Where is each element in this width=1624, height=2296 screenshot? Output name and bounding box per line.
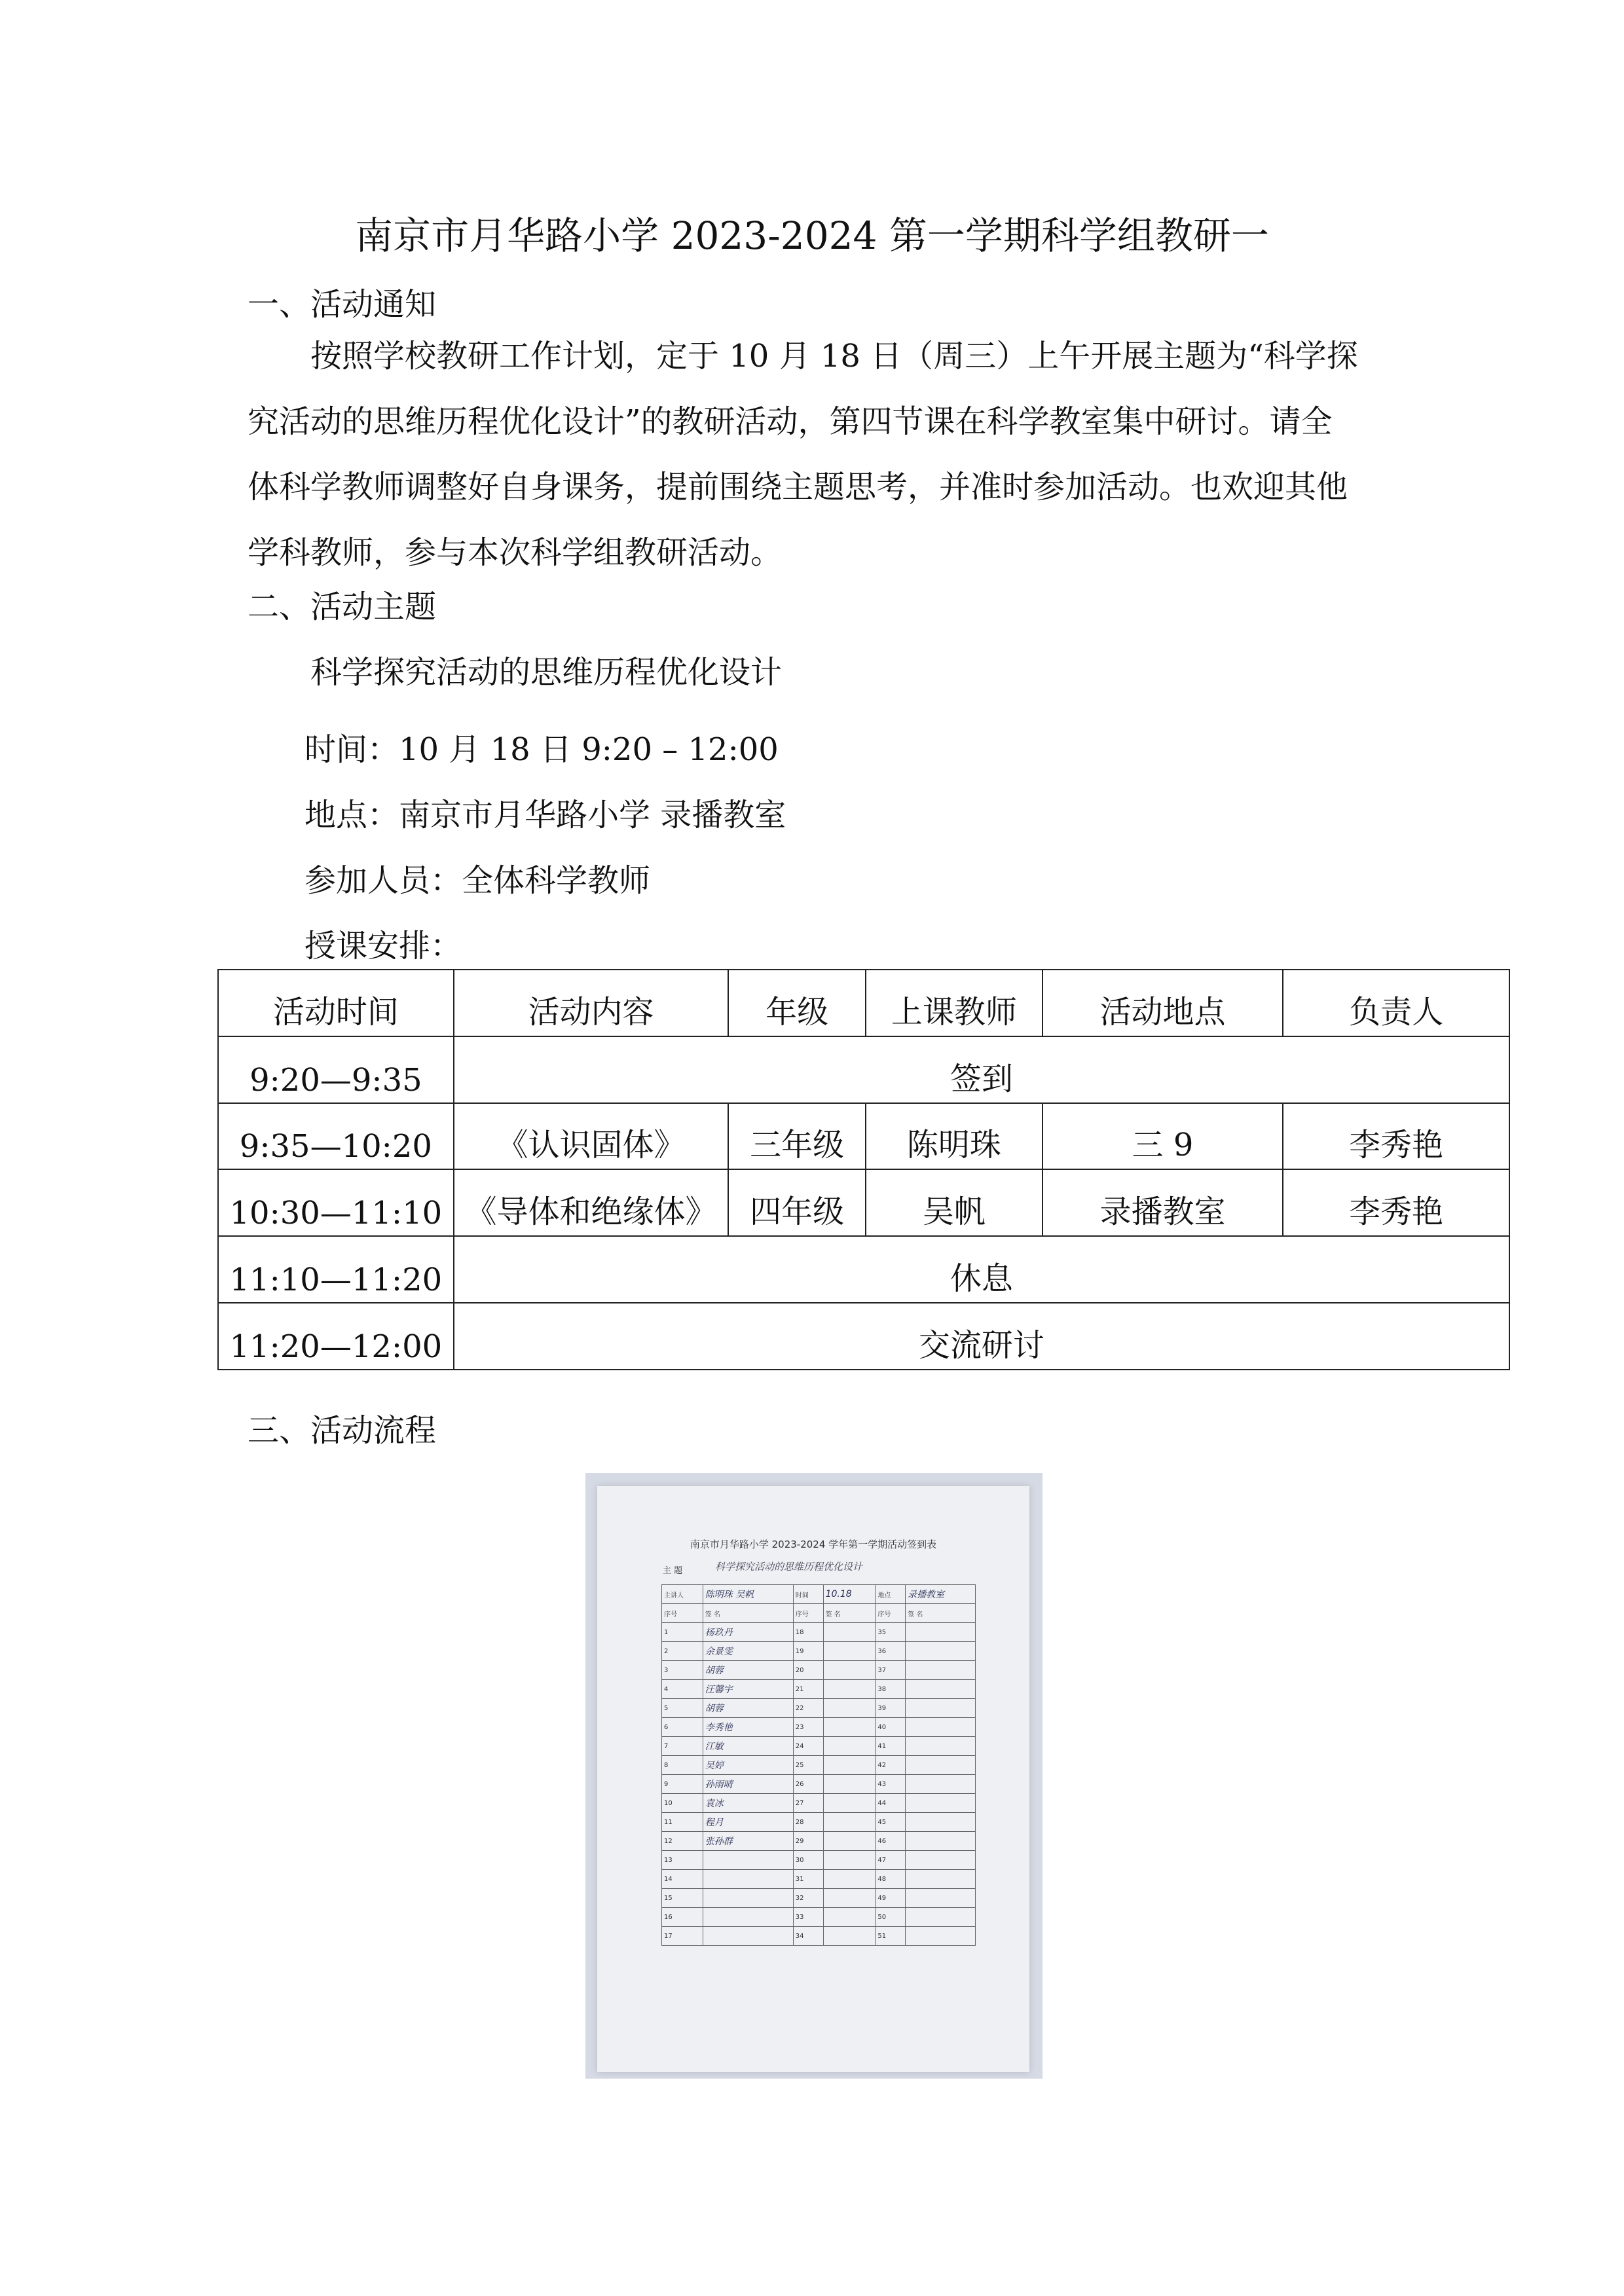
table-row — [218, 1103, 1509, 1170]
sheet-seq-cell: 5 — [662, 1699, 703, 1718]
sheet-topic-value: 科学探究活动的思维历程优化设计 — [715, 1561, 863, 1573]
sheet-seq-cell: 29 — [793, 1832, 823, 1851]
sheet-seq-cell: 30 — [793, 1851, 823, 1870]
sheet-seq-cell: 20 — [793, 1661, 823, 1680]
sheet-sign-cell — [823, 1851, 876, 1870]
sheet-seq-cell: 28 — [793, 1813, 823, 1832]
sheet-seq-cell: 39 — [876, 1699, 906, 1718]
seq-header: 序号 — [662, 1604, 703, 1623]
sheet-seq-cell: 49 — [876, 1889, 906, 1908]
sheet-seq-cell: 18 — [793, 1623, 823, 1642]
sheet-sign-cell — [823, 1870, 876, 1889]
sheet-sign-cell — [906, 1642, 976, 1661]
sheet-row — [662, 1775, 976, 1794]
teacher-cell: 陈明珠 — [866, 1103, 1043, 1170]
sheet-seq-cell: 38 — [876, 1680, 906, 1699]
sheet-sign-cell — [906, 1737, 976, 1756]
sheet-sign-cell — [906, 1832, 976, 1851]
sheet-sign-cell: 胡蓉 — [703, 1661, 793, 1680]
sheet-info-row — [662, 1585, 976, 1604]
theme-heading: 二、活动主题 — [248, 589, 437, 625]
sheet-row — [662, 1927, 976, 1946]
sheet-sign-cell: 江敏 — [703, 1737, 793, 1756]
sheet-sign-cell — [703, 1870, 793, 1889]
sheet-sign-cell — [906, 1680, 976, 1699]
seq-header: 序号 — [876, 1604, 906, 1623]
sheet-seq-cell: 3 — [662, 1661, 703, 1680]
participants-line: 参加人员：全体科学教师 — [304, 862, 651, 899]
sheet-sign-cell — [703, 1927, 793, 1946]
time-cell: 11:10—11:20 — [218, 1236, 454, 1303]
sheet-sign-cell — [906, 1775, 976, 1794]
grade-cell: 三年级 — [728, 1103, 866, 1170]
merged-cell: 交流研讨 — [454, 1303, 1509, 1370]
sheet-seq-cell: 15 — [662, 1889, 703, 1908]
sheet-seq-cell: 10 — [662, 1794, 703, 1813]
sheet-row — [662, 1699, 976, 1718]
sheet-seq-cell: 35 — [876, 1623, 906, 1642]
sheet-seq-cell: 19 — [793, 1642, 823, 1661]
sheet-title: 南京市月华路小学 2023-2024 学年第一学期活动签到表 — [690, 1539, 937, 1550]
sheet-seq-cell: 44 — [876, 1794, 906, 1813]
sheet-sign-cell: 吴婷 — [703, 1756, 793, 1775]
sheet-sign-cell — [823, 1623, 876, 1642]
sheet-seq-cell: 24 — [793, 1737, 823, 1756]
sheet-sign-cell: 李秀艳 — [703, 1718, 793, 1737]
content-cell: 《认识固体》 — [454, 1103, 729, 1170]
sheet-seq-cell: 12 — [662, 1832, 703, 1851]
document-title: 南京市月华路小学 2023-2024 第一学期科学组教研一 — [355, 213, 1269, 258]
sheet-sign-cell — [823, 1756, 876, 1775]
sheet-row — [662, 1680, 976, 1699]
sheet-seq-cell: 4 — [662, 1680, 703, 1699]
sheet-sign-cell — [906, 1927, 976, 1946]
sheet-seq-cell: 13 — [662, 1851, 703, 1870]
content-cell: 《导体和绝缘体》 — [454, 1169, 729, 1236]
sheet-sign-cell — [823, 1775, 876, 1794]
sheet-sign-cell — [906, 1908, 976, 1927]
header-cell: 活动时间 — [218, 970, 454, 1036]
header-cell: 活动地点 — [1043, 970, 1283, 1036]
sheet-sign-cell: 程月 — [703, 1813, 793, 1832]
sheet-seq-cell: 43 — [876, 1775, 906, 1794]
time-cell: 11:20—12:00 — [218, 1303, 454, 1370]
sheet-row — [662, 1661, 976, 1680]
notice-line: 体科学教师调整好自身课务，提前围绕主题思考，并准时参加活动。也欢迎其他 — [248, 469, 1348, 505]
theme-text: 科学探究活动的思维历程优化设计 — [310, 654, 783, 691]
presenter-value: 陈明珠 吴帆 — [703, 1585, 793, 1604]
sheet-seq-cell: 32 — [793, 1889, 823, 1908]
sheet-seq-cell: 7 — [662, 1737, 703, 1756]
sheet-sign-cell — [906, 1794, 976, 1813]
sheet-row — [662, 1623, 976, 1642]
notice-line: 究活动的思维历程优化设计”的教研活动，第四节课在科学教室集中研讨。请全 — [248, 403, 1333, 440]
sheet-seq-cell: 46 — [876, 1832, 906, 1851]
sheet-sign-cell — [906, 1699, 976, 1718]
merged-cell: 休息 — [454, 1236, 1509, 1303]
sheet-row — [662, 1642, 976, 1661]
sheet-seq-cell: 11 — [662, 1813, 703, 1832]
sheet-sign-cell — [906, 1623, 976, 1642]
sheet-sign-cell — [703, 1889, 793, 1908]
sheet-sign-cell — [703, 1908, 793, 1927]
time-cell: 9:35—10:20 — [218, 1103, 454, 1170]
schedule-table — [217, 969, 1510, 1370]
sheet-row — [662, 1889, 976, 1908]
merged-cell: 签到 — [454, 1036, 1509, 1103]
sheet-seq-cell: 23 — [793, 1718, 823, 1737]
sheet-table — [661, 1584, 976, 1946]
sheet-row — [662, 1718, 976, 1737]
sheet-seq-cell: 8 — [662, 1756, 703, 1775]
table-row — [218, 1036, 1509, 1103]
signin-sheet — [597, 1486, 1029, 2072]
sheet-sign-cell — [906, 1851, 976, 1870]
sheet-seq-cell: 14 — [662, 1870, 703, 1889]
sheet-sign-cell — [823, 1661, 876, 1680]
sheet-sign-cell: 余景雯 — [703, 1642, 793, 1661]
notice-heading: 一、活动通知 — [248, 286, 437, 323]
sheet-sign-cell — [906, 1889, 976, 1908]
sheet-sign-cell — [823, 1718, 876, 1737]
sign-header: 签 名 — [703, 1604, 793, 1623]
sheet-sign-cell — [823, 1927, 876, 1946]
notice-line: 学科教师，参与本次科学组教研活动。 — [248, 534, 783, 571]
place-label: 地点 — [876, 1585, 906, 1604]
sheet-sign-cell: 孙雨晴 — [703, 1775, 793, 1794]
time-cell: 10:30—11:10 — [218, 1169, 454, 1236]
sheet-row — [662, 1851, 976, 1870]
time-label: 时间 — [793, 1585, 823, 1604]
table-row — [218, 1303, 1509, 1370]
sheet-sign-cell — [823, 1737, 876, 1756]
sheet-seq-cell: 25 — [793, 1756, 823, 1775]
grade-cell: 四年级 — [728, 1169, 866, 1236]
sheet-sign-cell — [823, 1832, 876, 1851]
teacher-cell: 吴帆 — [866, 1169, 1043, 1236]
header-cell: 活动内容 — [454, 970, 729, 1036]
sheet-sign-cell — [823, 1794, 876, 1813]
sheet-sign-cell: 袁冰 — [703, 1794, 793, 1813]
sheet-row — [662, 1813, 976, 1832]
sheet-sign-cell — [823, 1908, 876, 1927]
header-cell: 负责人 — [1283, 970, 1509, 1036]
place-cell: 录播教室 — [1043, 1169, 1283, 1236]
sign-header: 签 名 — [906, 1604, 976, 1623]
sheet-row — [662, 1908, 976, 1927]
sheet-seq-cell: 21 — [793, 1680, 823, 1699]
sheet-seq-cell: 47 — [876, 1851, 906, 1870]
sheet-sign-cell — [906, 1870, 976, 1889]
table-row — [218, 1169, 1509, 1236]
table-row — [218, 1236, 1509, 1303]
sheet-seq-cell: 33 — [793, 1908, 823, 1927]
sheet-seq-cell: 1 — [662, 1623, 703, 1642]
sheet-seq-cell: 27 — [793, 1794, 823, 1813]
sheet-seq-cell: 34 — [793, 1927, 823, 1946]
sheet-seq-cell: 41 — [876, 1737, 906, 1756]
sheet-seq-cell: 26 — [793, 1775, 823, 1794]
process-heading: 三、活动流程 — [248, 1412, 437, 1449]
sheet-header-row — [662, 1604, 976, 1623]
sheet-seq-cell: 51 — [876, 1927, 906, 1946]
header-cell: 上课教师 — [866, 970, 1043, 1036]
sheet-seq-cell: 48 — [876, 1870, 906, 1889]
sheet-topic-label: 主 题 — [663, 1566, 683, 1576]
sheet-row — [662, 1756, 976, 1775]
table-header-row — [218, 970, 1509, 1036]
sheet-sign-cell — [906, 1661, 976, 1680]
sheet-seq-cell: 22 — [793, 1699, 823, 1718]
seq-header: 序号 — [793, 1604, 823, 1623]
sheet-sign-cell: 张孙群 — [703, 1832, 793, 1851]
sheet-row — [662, 1832, 976, 1851]
sheet-seq-cell: 37 — [876, 1661, 906, 1680]
sign-header: 签 名 — [823, 1604, 876, 1623]
sheet-sign-cell — [703, 1851, 793, 1870]
time-value: 10.18 — [823, 1585, 876, 1604]
sheet-seq-cell: 17 — [662, 1927, 703, 1946]
sheet-row — [662, 1737, 976, 1756]
sheet-seq-cell: 31 — [793, 1870, 823, 1889]
time-cell: 9:20—9:35 — [218, 1036, 454, 1103]
sheet-row — [662, 1870, 976, 1889]
sheet-row — [662, 1794, 976, 1813]
sheet-rows — [662, 1623, 976, 1946]
sheet-sign-cell — [823, 1813, 876, 1832]
sheet-sign-cell: 汪馨宇 — [703, 1680, 793, 1699]
header-cell: 年级 — [728, 970, 866, 1036]
sheet-sign-cell — [823, 1889, 876, 1908]
sheet-seq-cell: 6 — [662, 1718, 703, 1737]
sheet-sign-cell — [823, 1680, 876, 1699]
sheet-sign-cell — [906, 1718, 976, 1737]
owner-cell: 李秀艳 — [1283, 1103, 1509, 1170]
sheet-sign-cell — [906, 1756, 976, 1775]
sheet-seq-cell: 36 — [876, 1642, 906, 1661]
sheet-sign-cell — [823, 1642, 876, 1661]
sheet-seq-cell: 9 — [662, 1775, 703, 1794]
sheet-seq-cell: 50 — [876, 1908, 906, 1927]
presenter-label: 主讲人 — [662, 1585, 703, 1604]
place-value: 录播教室 — [906, 1585, 976, 1604]
place-cell: 三 9 — [1043, 1103, 1283, 1170]
sheet-sign-cell: 胡蓉 — [703, 1699, 793, 1718]
notice-paragraph — [248, 323, 1400, 585]
sheet-seq-cell: 2 — [662, 1642, 703, 1661]
place-line: 地点：南京市月华路小学 录播教室 — [304, 797, 786, 833]
sheet-sign-cell — [906, 1813, 976, 1832]
sheet-seq-cell: 40 — [876, 1718, 906, 1737]
time-line: 时间：10 月 18 日 9:20 – 12:00 — [304, 731, 779, 768]
sheet-sign-cell: 杨玖丹 — [703, 1623, 793, 1642]
owner-cell: 李秀艳 — [1283, 1169, 1509, 1236]
signin-sheet-photo — [585, 1473, 1043, 2079]
sheet-sign-cell — [823, 1699, 876, 1718]
sheet-seq-cell: 16 — [662, 1908, 703, 1927]
notice-line: 按照学校教研工作计划，定于 10 月 18 日（周三）上午开展主题为“科学探 — [310, 338, 1358, 374]
arrangement-label: 授课安排： — [304, 928, 462, 964]
sheet-seq-cell: 42 — [876, 1756, 906, 1775]
sheet-seq-cell: 45 — [876, 1813, 906, 1832]
